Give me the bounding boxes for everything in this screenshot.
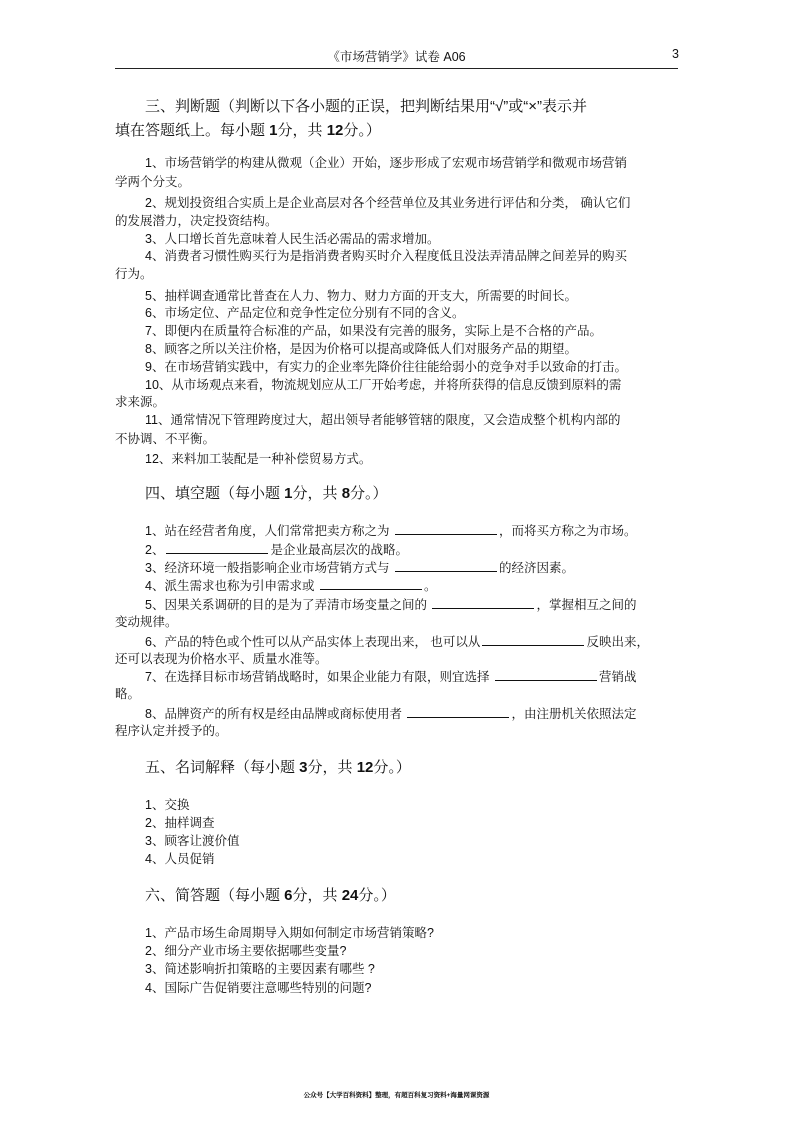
fill-in-text: 反映出来，: [586, 635, 649, 649]
fill-in-item: [145, 705, 636, 722]
header-divider: [115, 68, 678, 69]
judgement-item: 10、从市场观点来看，物流规划应从工厂开始考虑，并将所获得的信息反馈到原料的需: [145, 378, 622, 392]
heading-part: 3: [299, 759, 308, 776]
judgement-item-cont: 求来源。: [115, 395, 166, 409]
judgement-item-cont: 的发展潜力，决定投资结构。: [115, 214, 278, 228]
fill-in-text: 营销战: [598, 670, 637, 684]
fill-in-item: [145, 596, 636, 613]
answer-blank[interactable]: [320, 577, 422, 590]
fill-in-text: 。: [423, 579, 437, 593]
heading-part: 1: [269, 122, 278, 139]
section6-heading: [145, 886, 396, 906]
judgement-item-cont: 不协调、不平衡。: [115, 432, 216, 446]
judgement-item: 7、即便内在质量符合标准的产品，如果没有完善的服务，实际上是不合格的产品。: [145, 324, 602, 338]
fill-in-text: 3、经济环境一般指影响企业市场营销方式与: [145, 561, 393, 575]
fill-in-text: 1、站在经营者角度，人们常常把卖方称之为: [145, 524, 393, 538]
judgement-item: 6、市场定位、产品定位和竞争性定位分别有不同的含义。: [145, 306, 465, 320]
fill-in-item: [145, 522, 636, 539]
fill-in-item: [145, 668, 636, 685]
fill-in-item: [145, 577, 436, 594]
term-item: 3、顾客让渡价值: [145, 834, 240, 848]
heading-part: 6: [284, 887, 293, 904]
heading-part: 分。）: [350, 485, 388, 502]
fill-in-item-cont: 变动规律。: [115, 615, 178, 629]
heading-part: 六、简答题（每小题: [145, 887, 285, 904]
section4-heading: [145, 484, 388, 504]
judgement-item: 8、顾客之所以关注价格，是因为价格可以提高或降低人们对服务产品的期望。: [145, 342, 577, 356]
fill-in-text: 的经济因素。: [498, 561, 574, 575]
fill-in-text: 6、产品的特色或个性可以从产品实体上表现出来， 也可以从: [145, 635, 481, 649]
section3-heading-line1: 三、判断题（判断以下各小题的正误，把判断结果用“√”或“×”表示并: [145, 98, 587, 115]
question-item: 2、细分产业市场主要依据哪些变量?: [145, 944, 347, 958]
heading-part: 8: [341, 485, 351, 502]
judgement-item-cont: 学两个分支。: [115, 175, 191, 189]
fill-in-text: 5、因果关系调研的目的是为了弄清市场变量之间的: [145, 598, 431, 612]
judgement-item: 1、市场营销学的构建从微观（企业）开始，逐步形成了宏观市场营销学和微观市场营销: [145, 156, 627, 170]
question-item: 3、简述影响折扣策略的主要因素有哪些 ?: [145, 962, 375, 976]
heading-part: 分，共: [307, 759, 357, 776]
answer-blank[interactable]: [395, 522, 497, 535]
term-item: 4、人员促销: [145, 852, 215, 866]
fill-in-text: 8、品牌资产的所有权是经由品牌或商标使用者: [145, 707, 406, 721]
heading-part: 分。）: [358, 887, 396, 904]
fill-in-text: 4、派生需求也称为引申需求或: [145, 579, 318, 593]
answer-blank[interactable]: [482, 633, 584, 646]
page-number: 3: [672, 47, 679, 61]
heading-part: 填在答题纸上。每小题: [115, 122, 270, 139]
fill-in-item-cont: 略。: [115, 687, 141, 701]
fill-in-item-cont: 程序认定并授予的。: [115, 724, 228, 738]
fill-in-item: [145, 559, 574, 576]
judgement-item: 11、通常情况下管理跨度过大，超出领导者能够管辖的限度，又会造成整个机构内部的: [145, 413, 621, 427]
section5-heading: [145, 758, 411, 778]
answer-blank[interactable]: [432, 596, 534, 609]
heading-part: 四、填空题（每小题: [145, 485, 285, 502]
answer-blank[interactable]: [166, 541, 268, 554]
fill-in-text: 7、在选择目标市场营销战略时，如果企业能力有限，则宜选择: [145, 670, 493, 684]
fill-in-text: 2、: [145, 543, 165, 557]
judgement-item: 2、规划投资组合实质上是企业高层对各个经营单位及其业务进行评估和分类， 确认它们: [145, 196, 631, 210]
fill-in-text: ，由注册机关依照法定: [511, 707, 637, 721]
term-item: 1、交换: [145, 798, 190, 812]
fill-in-item: [145, 541, 408, 558]
question-item: 1、产品市场生命周期导入期如何制定市场营销策略?: [145, 926, 434, 940]
answer-blank[interactable]: [495, 668, 597, 681]
heading-part: 分。）: [373, 759, 411, 776]
heading-part: 分，共: [277, 122, 327, 139]
judgement-item: 12、来料加工装配是一种补偿贸易方式。: [145, 452, 372, 466]
section3-heading-line2: [115, 121, 381, 141]
term-item: 2、抽样调查: [145, 816, 215, 830]
heading-part: 分，共: [292, 887, 342, 904]
fill-in-text: ，而将买方称之为市场。: [498, 524, 637, 538]
answer-blank[interactable]: [407, 705, 509, 718]
question-item: 4、国际广告促销要注意哪些特别的问题?: [145, 981, 372, 995]
footer-note: 公众号【大学百科资料】整理，有超百科复习资料+海量网课资源: [303, 1092, 490, 1099]
answer-blank[interactable]: [395, 559, 497, 572]
judgement-item: 3、人口增长首先意味着人民生活必需品的需求增加。: [145, 232, 440, 246]
fill-in-text: 是企业最高层次的战略。: [270, 543, 408, 557]
header-title: 《市场营销学》试卷 A06: [327, 50, 466, 64]
judgement-item: 4、消费者习惯性购买行为是指消费者购买时介入程度低且没法弄清品牌之间差异的购买: [145, 249, 627, 263]
heading-part: 分，共: [292, 485, 342, 502]
heading-part: 五、名词解释（每小题: [145, 759, 300, 776]
heading-part: 1: [284, 485, 293, 502]
judgement-item: 9、在市场营销实践中，有实力的企业率先降价往往能给弱小的竞争对手以致命的打击。: [145, 360, 627, 374]
fill-in-item: [145, 633, 649, 650]
heading-part: 12: [356, 759, 374, 776]
heading-part: 12: [326, 122, 344, 139]
judgement-item-cont: 行为。: [115, 267, 153, 281]
heading-part: 分。）: [343, 122, 381, 139]
fill-in-text: ，掌握相互之间的: [536, 598, 637, 612]
heading-part: 24: [341, 887, 359, 904]
fill-in-item-cont: 还可以表现为价格水平、质量水准等。: [115, 652, 328, 666]
judgement-item: 5、抽样调查通常比普查在人力、物力、财力方面的开支大，所需要的时间长。: [145, 289, 577, 303]
